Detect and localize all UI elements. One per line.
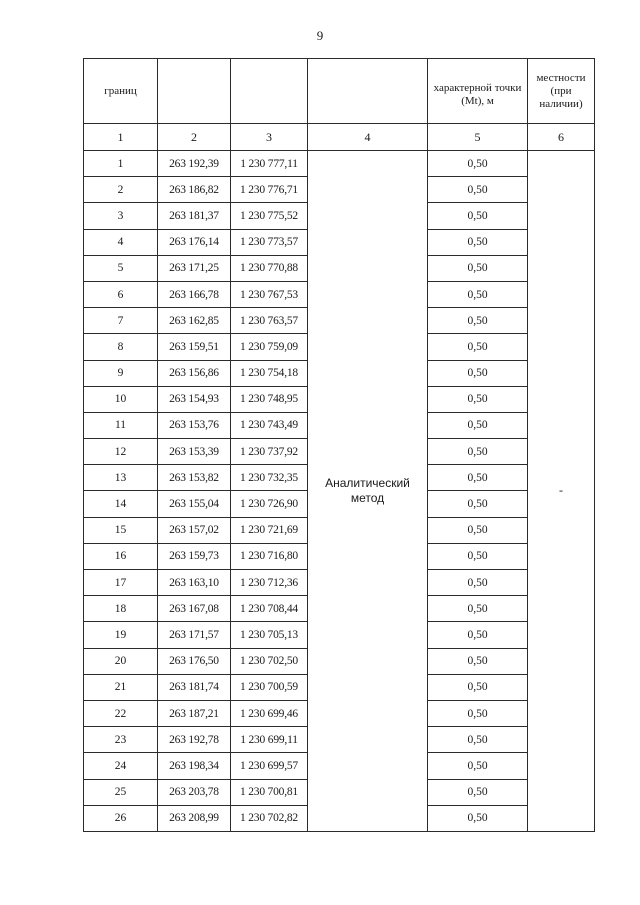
point-number-cell: 19 — [84, 622, 158, 648]
point-number-cell: 13 — [84, 465, 158, 491]
column-number-6: 6 — [528, 124, 595, 151]
y-coordinate-cell: 1 230 770,88 — [231, 255, 308, 281]
x-coordinate-cell: 263 154,93 — [158, 386, 231, 412]
point-number-cell: 12 — [84, 439, 158, 465]
x-coordinate-cell: 263 171,25 — [158, 255, 231, 281]
mt-cell: 0,50 — [428, 596, 528, 622]
y-coordinate-cell: 1 230 700,81 — [231, 779, 308, 805]
header-col4 — [308, 59, 428, 124]
y-coordinate-cell: 1 230 726,90 — [231, 491, 308, 517]
header-col2 — [158, 59, 231, 124]
header-col3 — [231, 59, 308, 124]
locality-cell: - — [528, 151, 595, 832]
mt-cell: 0,50 — [428, 727, 528, 753]
point-number-cell: 15 — [84, 517, 158, 543]
x-coordinate-cell: 263 163,10 — [158, 570, 231, 596]
x-coordinate-cell: 263 159,73 — [158, 543, 231, 569]
point-number-cell: 9 — [84, 360, 158, 386]
mt-cell: 0,50 — [428, 360, 528, 386]
mt-cell: 0,50 — [428, 805, 528, 831]
x-coordinate-cell: 263 198,34 — [158, 753, 231, 779]
point-number-cell: 2 — [84, 177, 158, 203]
y-coordinate-cell: 1 230 708,44 — [231, 596, 308, 622]
header-col6: местности (при наличии) — [528, 59, 595, 124]
y-coordinate-cell: 1 230 777,11 — [231, 151, 308, 177]
y-coordinate-cell: 1 230 767,53 — [231, 281, 308, 307]
header-col1: границ — [84, 59, 158, 124]
y-coordinate-cell: 1 230 737,92 — [231, 439, 308, 465]
y-coordinate-cell: 1 230 699,57 — [231, 753, 308, 779]
point-number-cell: 7 — [84, 308, 158, 334]
y-coordinate-cell: 1 230 702,82 — [231, 805, 308, 831]
y-coordinate-cell: 1 230 716,80 — [231, 543, 308, 569]
point-number-cell: 11 — [84, 412, 158, 438]
mt-cell: 0,50 — [428, 386, 528, 412]
point-number-cell: 6 — [84, 281, 158, 307]
y-coordinate-cell: 1 230 763,57 — [231, 308, 308, 334]
column-number-3: 3 — [231, 124, 308, 151]
x-coordinate-cell: 263 176,50 — [158, 648, 231, 674]
y-coordinate-cell: 1 230 748,95 — [231, 386, 308, 412]
x-coordinate-cell: 263 153,82 — [158, 465, 231, 491]
mt-cell: 0,50 — [428, 517, 528, 543]
y-coordinate-cell: 1 230 702,50 — [231, 648, 308, 674]
column-number-4: 4 — [308, 124, 428, 151]
x-coordinate-cell: 263 159,51 — [158, 334, 231, 360]
y-coordinate-cell: 1 230 721,69 — [231, 517, 308, 543]
x-coordinate-cell: 263 155,04 — [158, 491, 231, 517]
x-coordinate-cell: 263 187,21 — [158, 700, 231, 726]
x-coordinate-cell: 263 192,39 — [158, 151, 231, 177]
mt-cell: 0,50 — [428, 203, 528, 229]
y-coordinate-cell: 1 230 699,11 — [231, 727, 308, 753]
point-number-cell: 8 — [84, 334, 158, 360]
x-coordinate-cell: 263 157,02 — [158, 517, 231, 543]
point-number-cell: 5 — [84, 255, 158, 281]
mt-cell: 0,50 — [428, 177, 528, 203]
point-number-cell: 17 — [84, 570, 158, 596]
header-col5: характерной точки (Mt), м — [428, 59, 528, 124]
x-coordinate-cell: 263 176,14 — [158, 229, 231, 255]
x-coordinate-cell: 263 208,99 — [158, 805, 231, 831]
mt-cell: 0,50 — [428, 255, 528, 281]
mt-cell: 0,50 — [428, 229, 528, 255]
x-coordinate-cell: 263 153,76 — [158, 412, 231, 438]
mt-cell: 0,50 — [428, 281, 528, 307]
mt-cell: 0,50 — [428, 308, 528, 334]
x-coordinate-cell: 263 166,78 — [158, 281, 231, 307]
x-coordinate-cell: 263 186,82 — [158, 177, 231, 203]
mt-cell: 0,50 — [428, 753, 528, 779]
mt-cell: 0,50 — [428, 151, 528, 177]
mt-cell: 0,50 — [428, 674, 528, 700]
point-number-cell: 25 — [84, 779, 158, 805]
x-coordinate-cell: 263 156,86 — [158, 360, 231, 386]
x-coordinate-cell: 263 203,78 — [158, 779, 231, 805]
y-coordinate-cell: 1 230 775,52 — [231, 203, 308, 229]
y-coordinate-cell: 1 230 732,35 — [231, 465, 308, 491]
y-coordinate-cell: 1 230 712,36 — [231, 570, 308, 596]
mt-cell: 0,50 — [428, 570, 528, 596]
point-number-cell: 26 — [84, 805, 158, 831]
point-number-cell: 24 — [84, 753, 158, 779]
point-number-cell: 4 — [84, 229, 158, 255]
x-coordinate-cell: 263 153,39 — [158, 439, 231, 465]
header-row — [84, 59, 595, 124]
y-coordinate-cell: 1 230 700,59 — [231, 674, 308, 700]
mt-cell: 0,50 — [428, 334, 528, 360]
y-coordinate-cell: 1 230 773,57 — [231, 229, 308, 255]
point-number-cell: 22 — [84, 700, 158, 726]
y-coordinate-cell: 1 230 776,71 — [231, 177, 308, 203]
point-number-cell: 21 — [84, 674, 158, 700]
point-number-cell: 14 — [84, 491, 158, 517]
y-coordinate-cell: 1 230 699,46 — [231, 700, 308, 726]
point-number-cell: 18 — [84, 596, 158, 622]
column-number-5: 5 — [428, 124, 528, 151]
x-coordinate-cell: 263 167,08 — [158, 596, 231, 622]
x-coordinate-cell: 263 181,74 — [158, 674, 231, 700]
mt-cell: 0,50 — [428, 491, 528, 517]
y-coordinate-cell: 1 230 754,18 — [231, 360, 308, 386]
x-coordinate-cell: 263 192,78 — [158, 727, 231, 753]
page-number: 9 — [316, 28, 324, 43]
coordinates-table — [83, 58, 595, 832]
mt-cell: 0,50 — [428, 465, 528, 491]
column-number-1: 1 — [84, 124, 158, 151]
mt-cell: 0,50 — [428, 543, 528, 569]
point-number-cell: 23 — [84, 727, 158, 753]
point-number-cell: 16 — [84, 543, 158, 569]
point-number-cell: 3 — [84, 203, 158, 229]
mt-cell: 0,50 — [428, 439, 528, 465]
mt-cell: 0,50 — [428, 412, 528, 438]
table-row — [84, 151, 595, 177]
x-coordinate-cell: 263 171,57 — [158, 622, 231, 648]
table-body — [84, 151, 595, 832]
point-number-cell: 20 — [84, 648, 158, 674]
mt-cell: 0,50 — [428, 622, 528, 648]
y-coordinate-cell: 1 230 743,49 — [231, 412, 308, 438]
mt-cell: 0,50 — [428, 648, 528, 674]
mt-cell: 0,50 — [428, 779, 528, 805]
x-coordinate-cell: 263 162,85 — [158, 308, 231, 334]
y-coordinate-cell: 1 230 705,13 — [231, 622, 308, 648]
column-number-row — [84, 124, 595, 151]
y-coordinate-cell: 1 230 759,09 — [231, 334, 308, 360]
method-cell: Аналитический метод — [308, 151, 428, 832]
point-number-cell: 10 — [84, 386, 158, 412]
x-coordinate-cell: 263 181,37 — [158, 203, 231, 229]
point-number-cell: 1 — [84, 151, 158, 177]
mt-cell: 0,50 — [428, 700, 528, 726]
column-number-2: 2 — [158, 124, 231, 151]
